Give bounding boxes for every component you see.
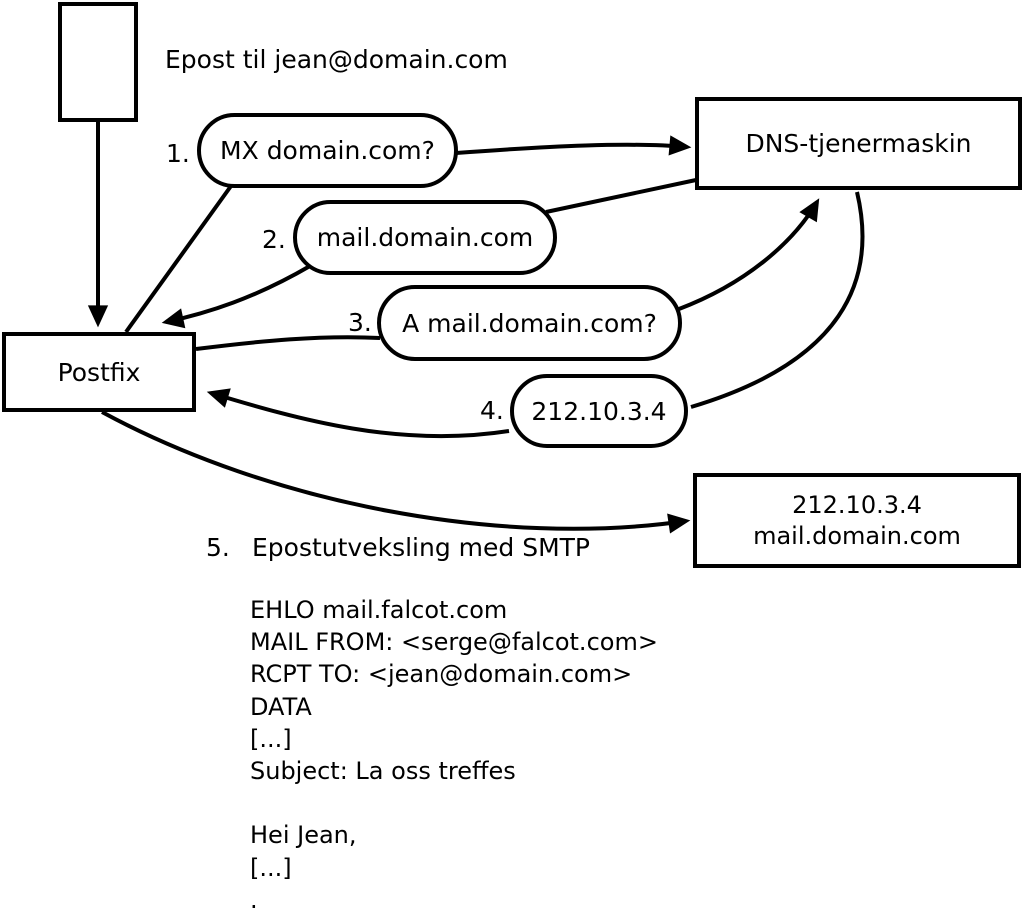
smtp-line-ehlo: EHLO mail.falcot.com [250,596,508,624]
email-caption: Epost til jean@domain.com [165,45,508,74]
mx-answer-pill [293,200,557,275]
dns-server-label: DNS-tjenermaskin [745,129,972,158]
postfix-node [2,332,196,412]
step-2-number: 2. [262,225,286,254]
smtp-line-end-dot: . [250,885,258,914]
arrow-mx-query-to-dns [456,145,687,153]
dns-server-node [695,97,1022,190]
a-query-label: A mail.domain.com? [402,308,657,338]
step-4-number: 4. [480,396,504,425]
mx-query-label: MX domain.com? [220,136,435,165]
mx-answer-label: mail.domain.com [316,223,534,252]
smtp-exchange-caption: Epostutveksling med SMTP [252,533,591,562]
smtp-line-ellipsis-1: [...] [250,724,292,753]
mailserver-ip-label: 212.10.3.4 [792,490,922,519]
smtp-session-text [250,596,658,918]
smtp-line-ellipsis-2: [...] [250,853,292,882]
smtp-line-blank [250,789,658,821]
smtp-line-rcpt-to: RCPT TO: <jean@domain.com> [250,660,633,689]
line-dns-to-mx-answer [546,180,696,212]
step-3-number: 3. [348,308,372,337]
a-answer-label: 212.10.3.4 [531,396,667,426]
a-answer-pill [510,374,688,448]
step-5-number: 5. [206,533,230,562]
step-1-number: 1. [166,139,190,168]
smtp-line-greeting: Hei Jean, [250,821,357,850]
a-query-pill [377,285,682,361]
arrow-mx-answer-to-postfix [166,266,310,322]
envelope-node [58,2,138,122]
arrow-a-query-to-dns [679,202,817,309]
postfix-label: Postfix [57,357,141,387]
mailserver-host-label: mail.domain.com [753,521,961,550]
smtp-line-subject: Subject: La oss treffes [250,756,516,785]
smtp-line-data: DATA [250,692,312,721]
smtp-line-mail-from: MAIL FROM: <serge@falcot.com> [250,628,658,657]
line-postfix-to-a-query [196,337,380,349]
mx-query-pill [197,113,458,188]
arrow-a-answer-to-postfix [211,393,509,436]
mailserver-node [693,473,1021,568]
line-dns-to-a-answer [691,192,862,407]
